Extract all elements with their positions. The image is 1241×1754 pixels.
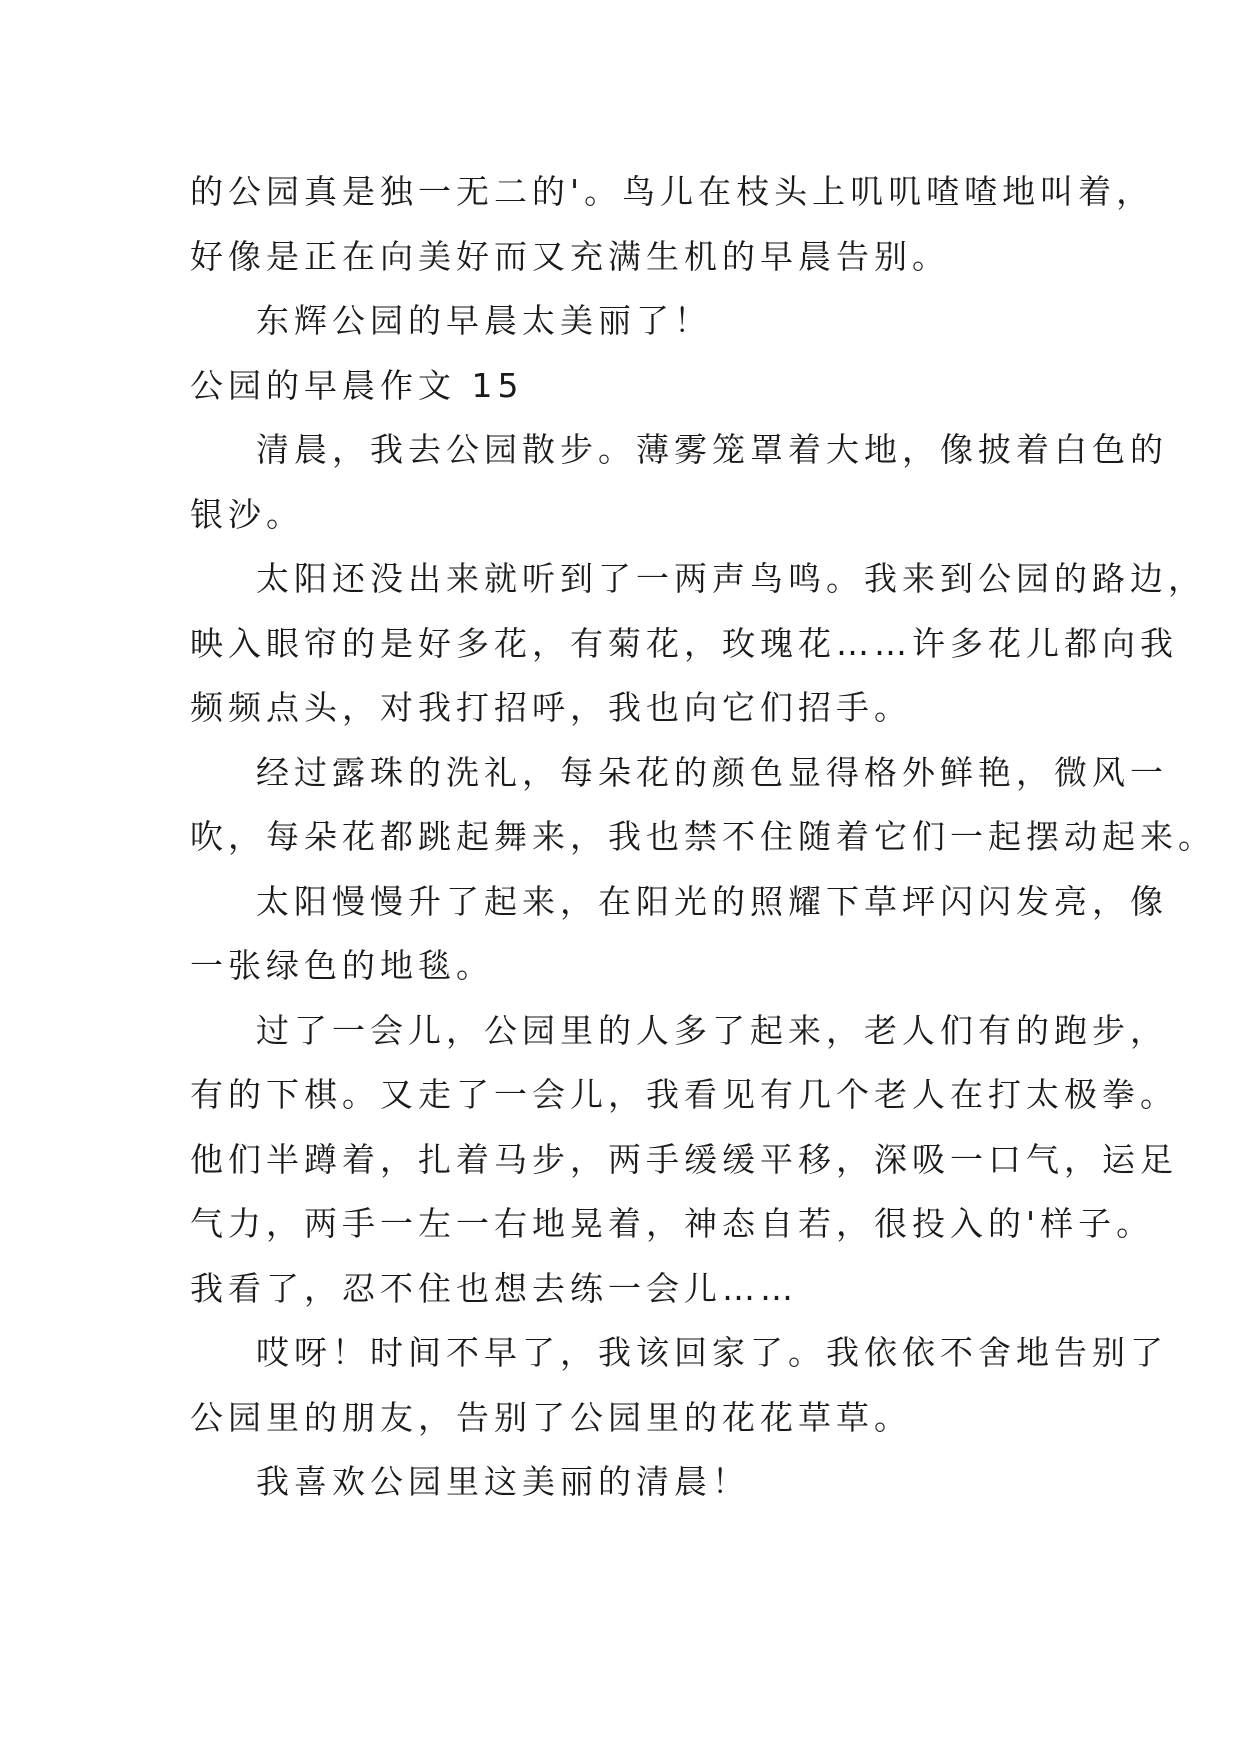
text-line: 经过露珠的洗礼，每朵花的颜色显得格外鲜艳，微风一 bbox=[256, 752, 1168, 792]
text-line: 映入眼帘的是好多花，有菊花，玫瑰花……许多花儿都向我 bbox=[190, 623, 1178, 663]
text-line: 吹，每朵花都跳起舞来，我也禁不住随着它们一起摆动起来。 bbox=[190, 817, 1216, 856]
text-line: 好像是正在向美好而又充满生机的早晨告别。 bbox=[190, 236, 950, 276]
text-line: 太阳慢慢升了起来，在阳光的照耀下草坪闪闪发亮，像 bbox=[256, 881, 1168, 921]
text-line: 清晨，我去公园散步。薄雾笼罩着大地，像披着白色的 bbox=[256, 430, 1168, 469]
text-line: 气力，两手一左一右地晃着，神态自若，很投入的'样子。 bbox=[190, 1204, 1155, 1243]
text-line: 一张绿色的地毯。 bbox=[190, 946, 494, 985]
text-line: 过了一会儿，公园里的人多了起来，老人们有的跑步， bbox=[256, 1010, 1168, 1050]
article-body bbox=[190, 160, 1216, 1515]
text-line: 银沙。 bbox=[190, 494, 304, 534]
text-line: 公园里的朋友，告别了公园里的花花草草。 bbox=[190, 1397, 912, 1437]
text-line: 东辉公园的早晨太美丽了！ bbox=[256, 301, 712, 340]
text-line: 频频点头，对我打招呼，我也向它们招手。 bbox=[190, 688, 912, 727]
text-line: 的公园真是独一无二的'。鸟儿在枝头上叽叽喳喳地叫着， bbox=[190, 172, 1155, 211]
text-line: 我喜欢公园里这美丽的清晨！ bbox=[256, 1462, 750, 1501]
text-line: 我看了，忍不住也想去练一会儿…… bbox=[190, 1268, 798, 1308]
section-heading: 公园的早晨作文 15 bbox=[190, 365, 524, 405]
text-line: 哎呀！时间不早了，我该回家了。我依依不舍地告别了 bbox=[256, 1333, 1168, 1372]
text-line: 他们半蹲着，扎着马步，两手缓缓平移，深吸一口气，运足 bbox=[190, 1139, 1178, 1179]
text-line: 太阳还没出来就听到了一两声鸟鸣。我来到公园的路边， bbox=[256, 559, 1206, 598]
text-line: 有的下棋。又走了一会儿，我看见有几个老人在打太极拳。 bbox=[190, 1075, 1178, 1114]
